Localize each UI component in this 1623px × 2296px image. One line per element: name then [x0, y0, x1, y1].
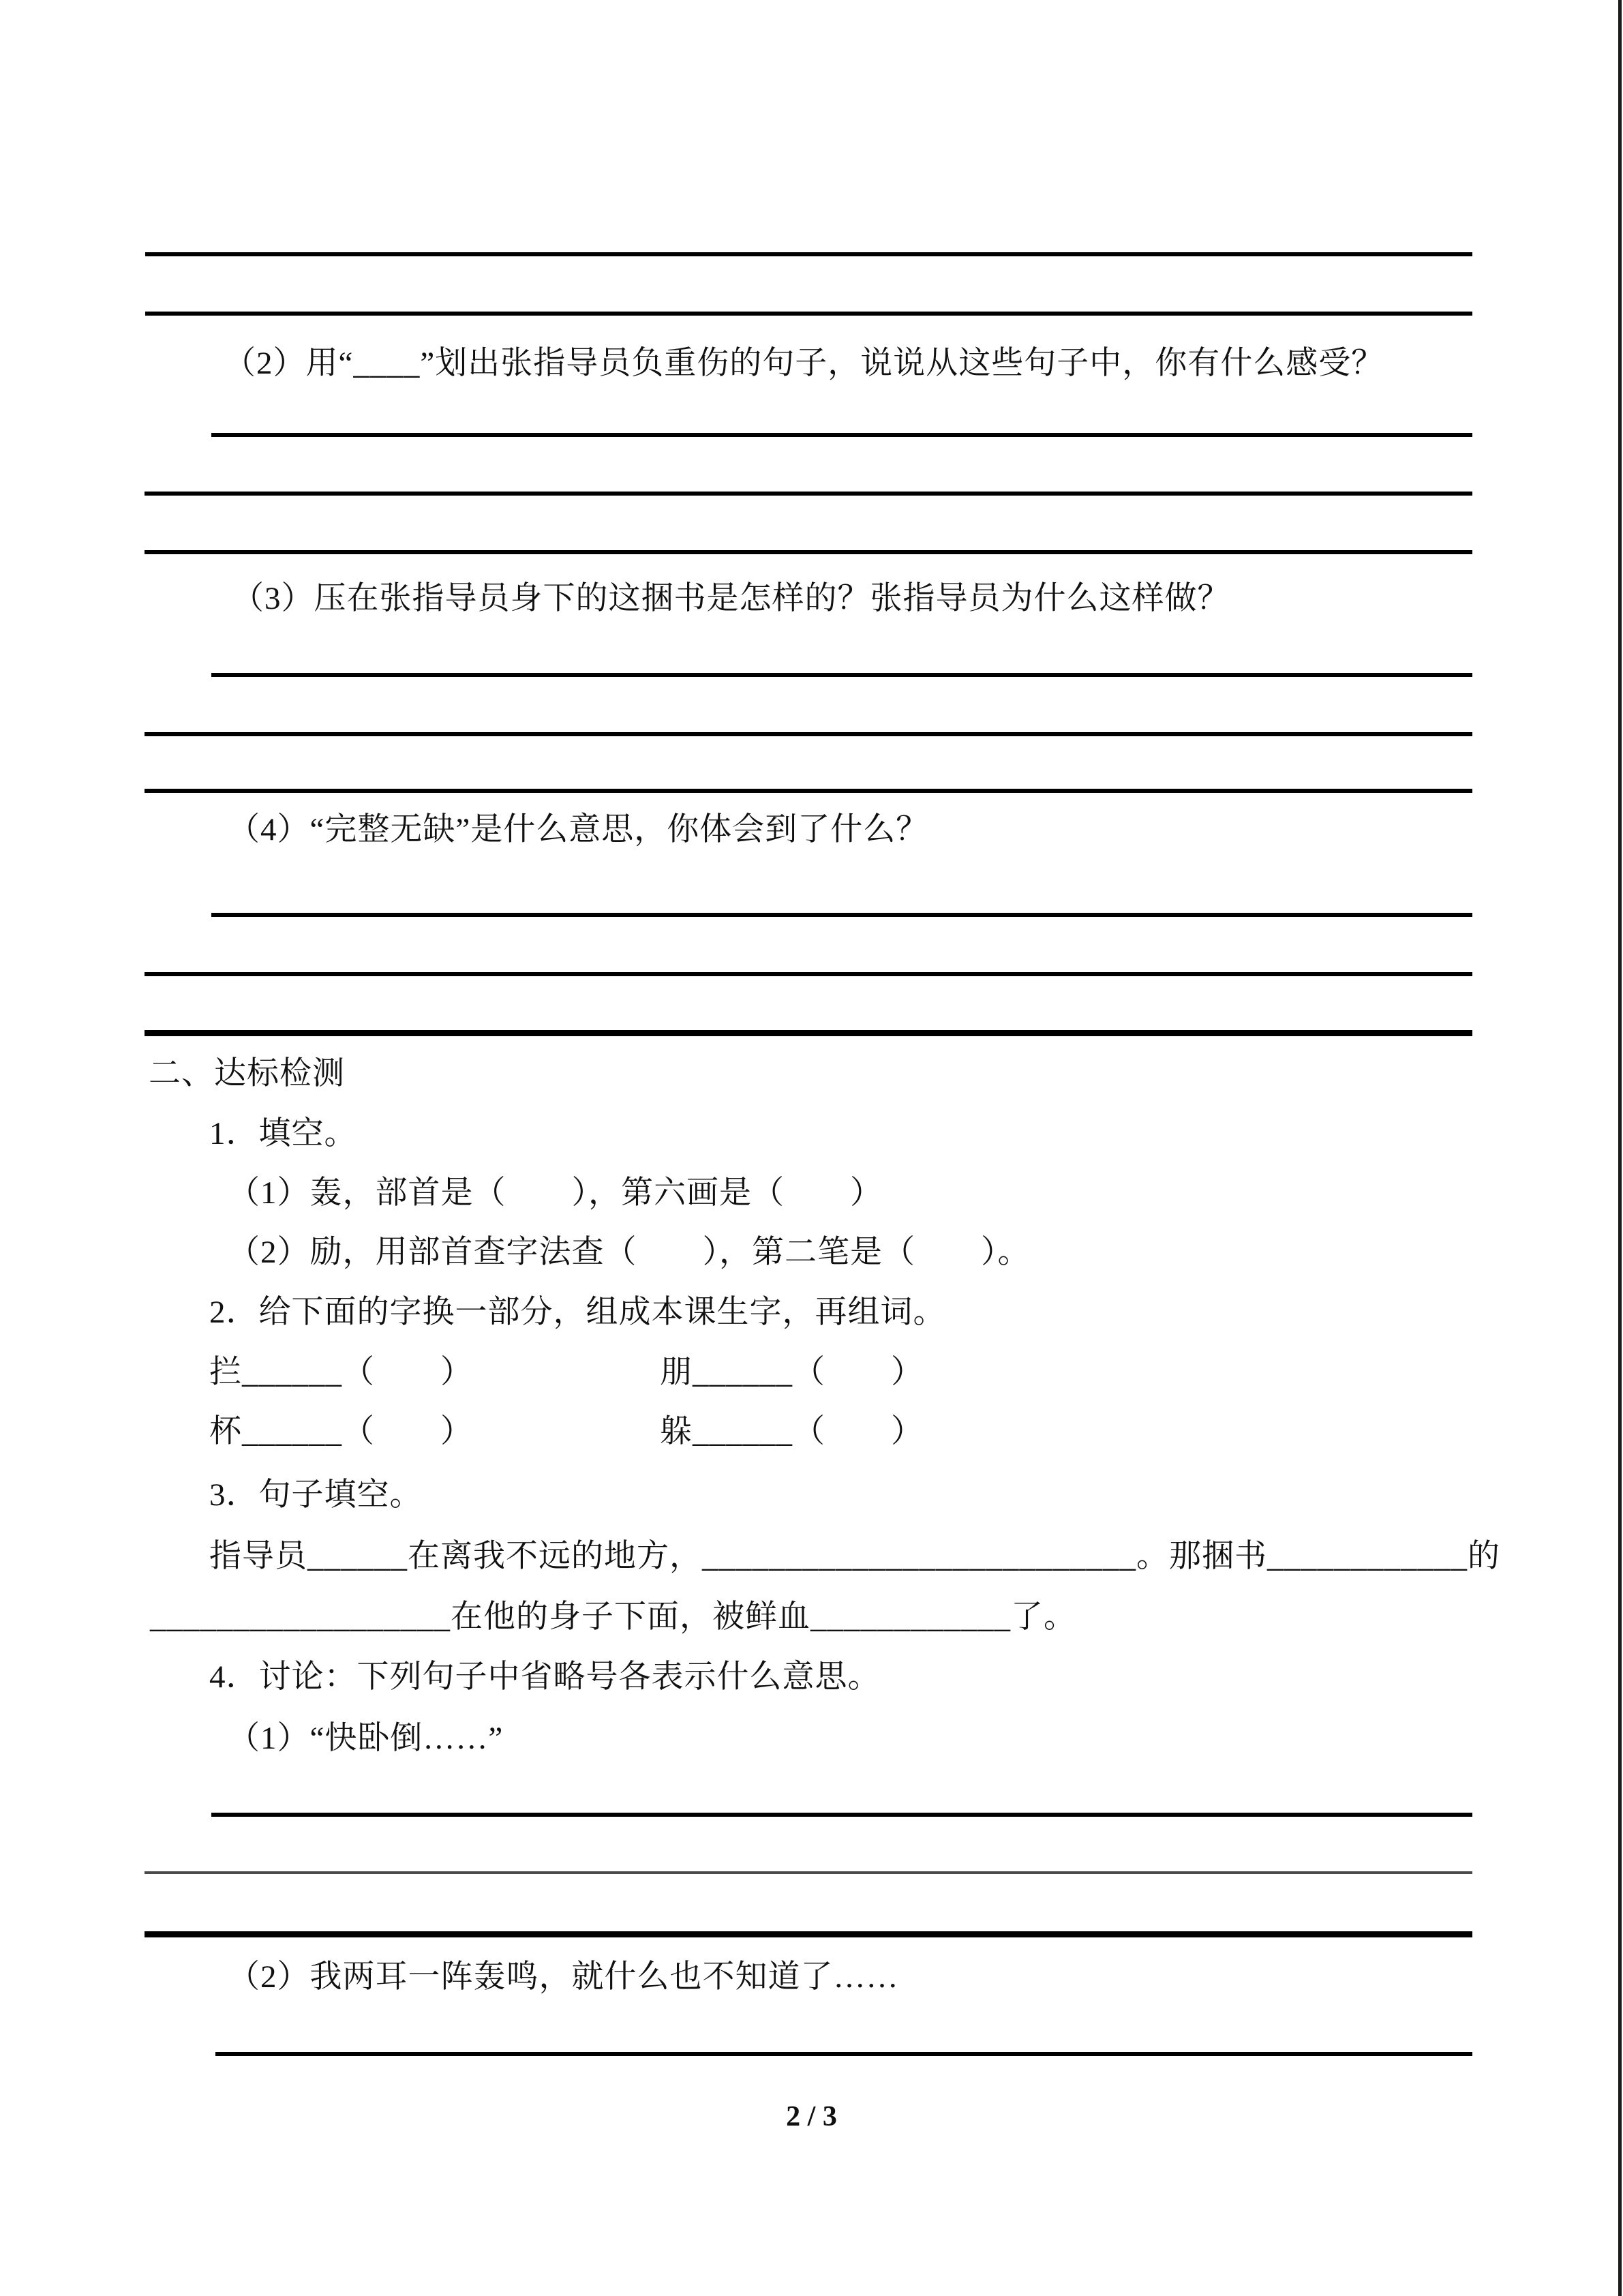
page-right-border	[1618, 0, 1622, 2296]
item-4-sub-2: （2）我两耳一阵轰鸣，就什么也不知道了……	[228, 1959, 899, 1995]
item-3-sentence-line-1: 指导员______在离我不远的地方，__________________________。那捆书____________的	[209, 1539, 1500, 1574]
item-4-sub-1: （1）“快卧倒……”	[228, 1721, 504, 1756]
answer-line	[145, 550, 1472, 554]
item-3-sentence-line-2: __________________在他的身子下面，被鲜血____________了。	[150, 1599, 1076, 1635]
answer-line	[211, 433, 1472, 437]
answer-line	[145, 1871, 1472, 1874]
item-1-label: 1．填空。	[209, 1116, 357, 1151]
answer-line	[145, 1030, 1472, 1036]
answer-line	[211, 673, 1472, 677]
answer-line	[211, 913, 1472, 917]
item-3-label: 3．句子填空。	[209, 1477, 423, 1513]
answer-line	[145, 789, 1472, 793]
answer-line	[145, 312, 1472, 316]
question-4-text: （4）“完整无缺”是什么意思，你体会到了什么？	[228, 812, 929, 847]
item-2-row1-left: 拦______（ ）	[209, 1355, 473, 1390]
answer-line	[145, 972, 1472, 976]
item-2-row1-right: 朋______（ ）	[660, 1355, 924, 1390]
answer-line	[145, 252, 1472, 256]
answer-line	[145, 492, 1472, 496]
item-2-label: 2．给下面的字换一部分，组成本课生字，再组词。	[209, 1295, 946, 1330]
question-2-text: （2）用“____”划出张指导员负重伤的句子，说说从这些句子中，你有什么感受？	[224, 346, 1384, 381]
item-1-sub-1: （1）轰，部首是（ ），第六画是（ ）	[228, 1175, 883, 1211]
answer-line	[215, 2052, 1472, 2056]
item-4-label: 4．讨论：下列句子中省略号各表示什么意思。	[209, 1659, 881, 1695]
answer-line	[145, 1931, 1472, 1937]
item-1-sub-2: （2）励，用部首查字法查（ ），第二笔是（ ）。	[228, 1235, 1031, 1270]
answer-line	[211, 1813, 1472, 1817]
section-2-title: 二、达标检测	[149, 1056, 345, 1091]
page-number: 2 / 3	[786, 2101, 837, 2132]
answer-line	[145, 732, 1472, 736]
item-2-row2-left: 杯______（ ）	[209, 1414, 473, 1449]
item-2-row2-right: 躲______（ ）	[660, 1414, 924, 1449]
question-3-text: （3）压在张指导员身下的这捆书是怎样的？张指导员为什么这样做？	[232, 581, 1230, 616]
